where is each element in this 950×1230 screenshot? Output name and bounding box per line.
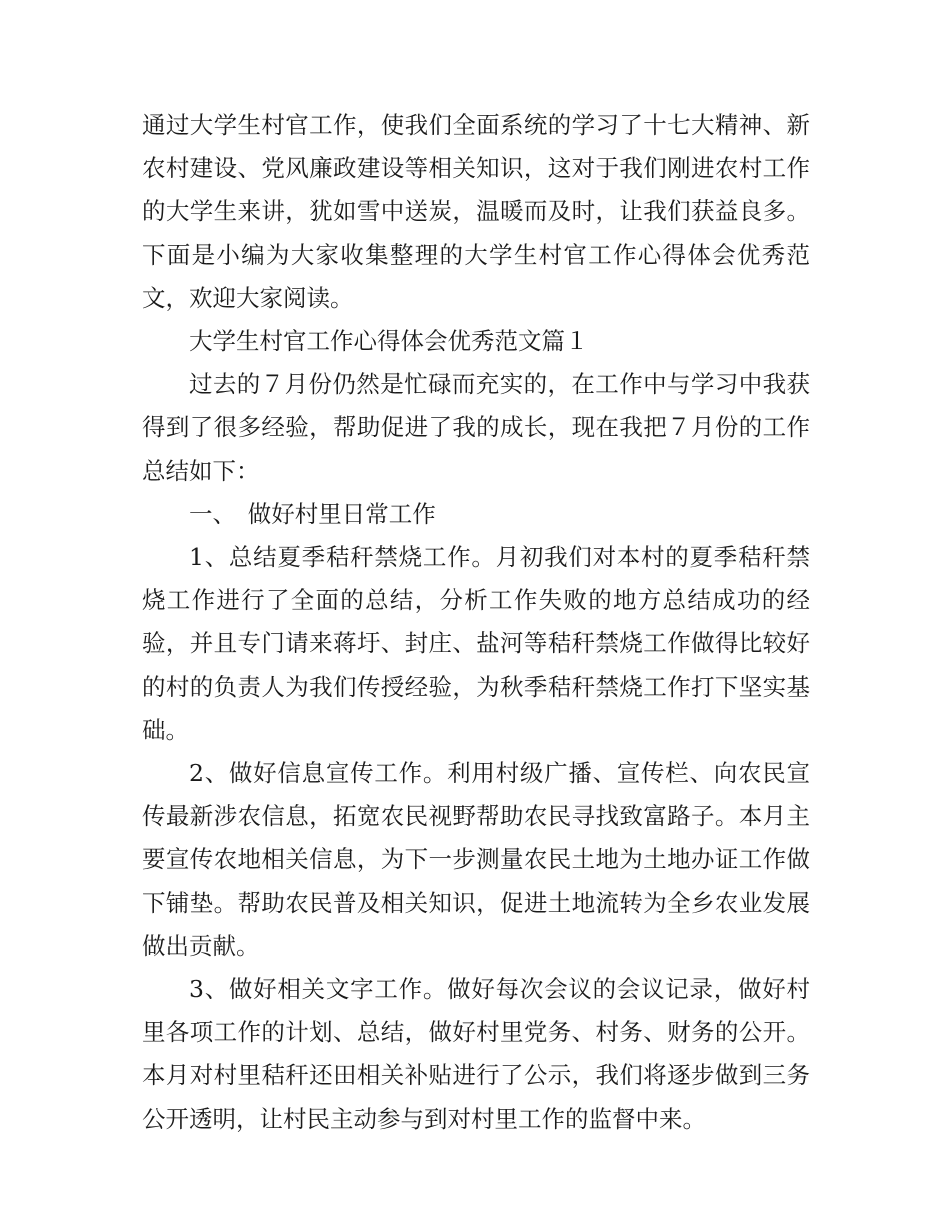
article-title: 大学生村官工作心得体会优秀范文篇１ [189, 327, 589, 356]
summary-paragraph: 过去的７月份仍然是忙碌而充实的，在工作中与学习中我获得到了很多经验，帮助促进了我的成长，现在我把７月份的工作总结如下： [142, 370, 810, 485]
item-paragraph-3: 3、做好相关文字工作。做好每次会议的会议记录，做好村里各项工作的计划、总结，做好村里党务、村务、财务的公开。本月对村里秸秆还田相关补贴进行了公示，我们将逐步做到三务公开透明，让村民主动参与到对村里工作的监督中来。 [142, 975, 810, 1133]
item-paragraph-1: 1、总结夏季秸秆禁烧工作。月初我们对本村的夏季秸秆禁烧工作进行了全面的总结，分析工作失败的地方总结成功的经验，并且专门请来蒋圩、封庄、盐河等秸秆禁烧工作做得比较好的村的负责人为我们传授经验，为秋季秸秆禁烧工作打下坚实基础。 [142, 543, 810, 744]
intro-paragraph: 通过大学生村官工作，使我们全面系统的学习了十七大精神、新农村建设、党风廉政建设等相关知识，这对于我们刚进农村工作的大学生来讲，犹如雪中送炭，温暖而及时，让我们获益良多。下面是小编为大家收集整理的大学生村官工作心得体会优秀范文，欢迎大家阅读。 [142, 111, 810, 312]
section-heading: 一、 做好村里日常工作 [189, 499, 436, 528]
item-paragraph-2: 2、做好信息宣传工作。利用村级广播、宣传栏、向农民宣传最新涉农信息，拓宽农民视野帮助农民寻找致富路子。本月主要宣传农地相关信息，为下一步测量农民土地为土地办证工作做下铺垫。帮助农民普及相关知识，促进土地流转为全乡农业发展做出贡献。 [142, 759, 810, 960]
document-body [142, 104, 810, 1141]
